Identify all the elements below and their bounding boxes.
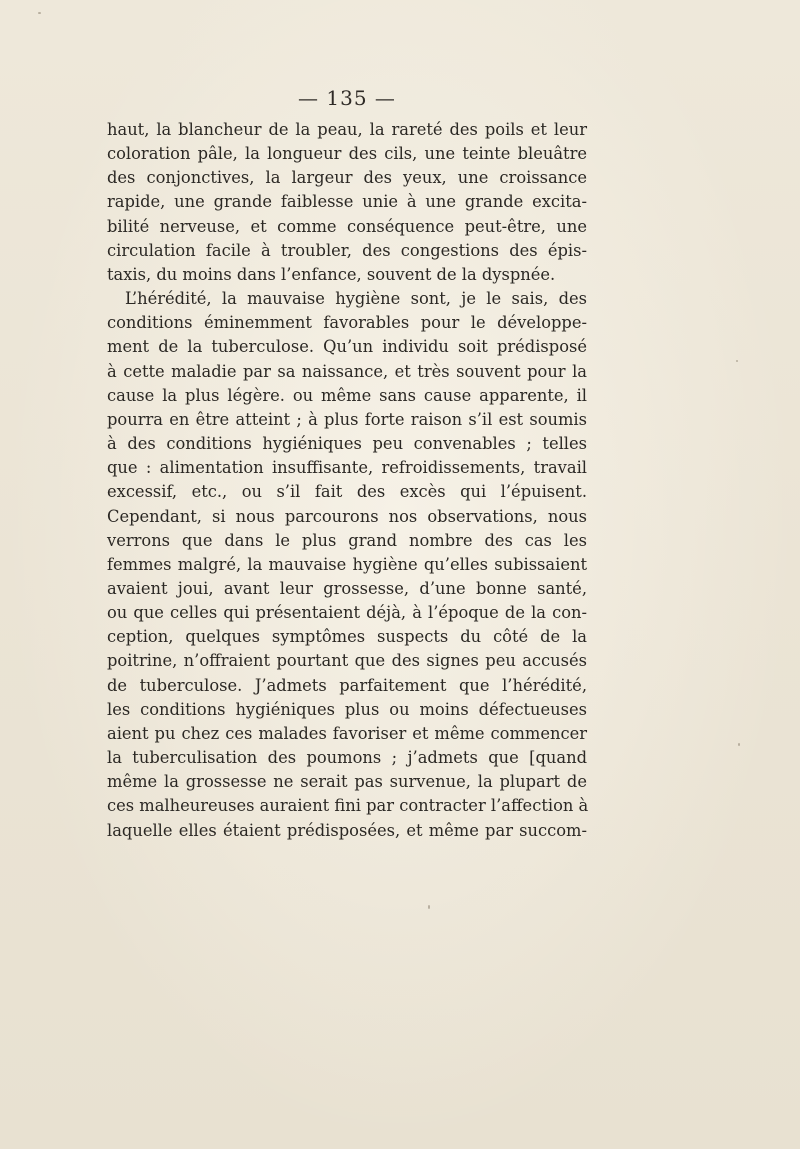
body-text — [107, 118, 587, 843]
text-line: excessif, etc., ou s’il fait des excès qui l’épuisent. — [107, 482, 587, 502]
page-number: — 135 — — [298, 86, 396, 110]
text-line: L’hérédité, la mauvaise hygiène sont, je le sais, des — [125, 289, 587, 309]
text-line: même la grossesse ne serait pas survenue, la plupart de — [107, 772, 587, 792]
text-line: à des conditions hygiéniques peu convenables ; telles — [107, 434, 587, 454]
text-line: circulation facile à troubler, des congestions des épis- — [107, 240, 587, 260]
text-line: taxis, du moins dans l’enfance, souvent de la dyspnée. — [107, 264, 556, 284]
text-line: avaient joui, avant leur grossesse, d’une bonne santé, — [107, 578, 587, 598]
text-line: les conditions hygiéniques plus ou moins défectueuses — [107, 699, 587, 719]
text-line: conditions éminemment favorables pour le développe- — [107, 313, 587, 333]
text-line: de tuberculose. J’admets parfaitement que l’hérédité, — [107, 675, 587, 695]
text-line: femmes malgré, la mauvaise hygiène qu’elles subissaient — [107, 554, 587, 574]
text-line: rapide, une grande faiblesse unie à une grande excita- — [107, 192, 587, 212]
text-line: ception, quelques symptômes suspects du côté de la — [107, 627, 587, 647]
text-line: pourra en être atteint ; à plus forte raison s’il est soumis — [107, 409, 587, 429]
text-line: coloration pâle, la longueur des cils, une teinte bleuâtre — [107, 144, 587, 164]
text-line: laquelle elles étaient prédisposées, et même par succom- — [107, 820, 587, 840]
text-line: cause la plus légère. ou même sans cause apparente, il — [107, 385, 587, 405]
text-line: verrons que dans le plus grand nombre des cas les — [107, 530, 587, 550]
text-line: que : alimentation insuffisante, refroidissements, travail — [107, 458, 587, 478]
text-line: bilité nerveuse, et comme conséquence peut-être, une — [107, 216, 587, 236]
text-line: à cette maladie par sa naissance, et très souvent pour la — [107, 361, 587, 381]
text-line: la tuberculisation des poumons ; j’admets que [quand — [107, 748, 587, 768]
paper-speck — [38, 12, 41, 14]
text-line: aient pu chez ces malades favoriser et même commencer — [107, 723, 587, 743]
paper-speck — [738, 743, 740, 746]
text-line: ces malheureuses auraient fini par contracter l’affection à — [107, 796, 589, 816]
text-line: des conjonctives, la largeur des yeux, une croissance — [107, 168, 587, 188]
text-line: ment de la tuberculose. Qu’un individu soit prédisposé — [107, 337, 587, 357]
text-line: haut, la blancheur de la peau, la rareté des poils et leur — [107, 120, 587, 139]
text-line: poitrine, n’offraient pourtant que des signes peu accusés — [107, 651, 587, 671]
paper-speck — [736, 360, 738, 362]
paper-speck — [428, 905, 430, 909]
text-line: ou que celles qui présentaient déjà, à l’époque de la con- — [107, 603, 587, 623]
text-line: Cependant, si nous parcourons nos observations, nous — [107, 506, 587, 526]
